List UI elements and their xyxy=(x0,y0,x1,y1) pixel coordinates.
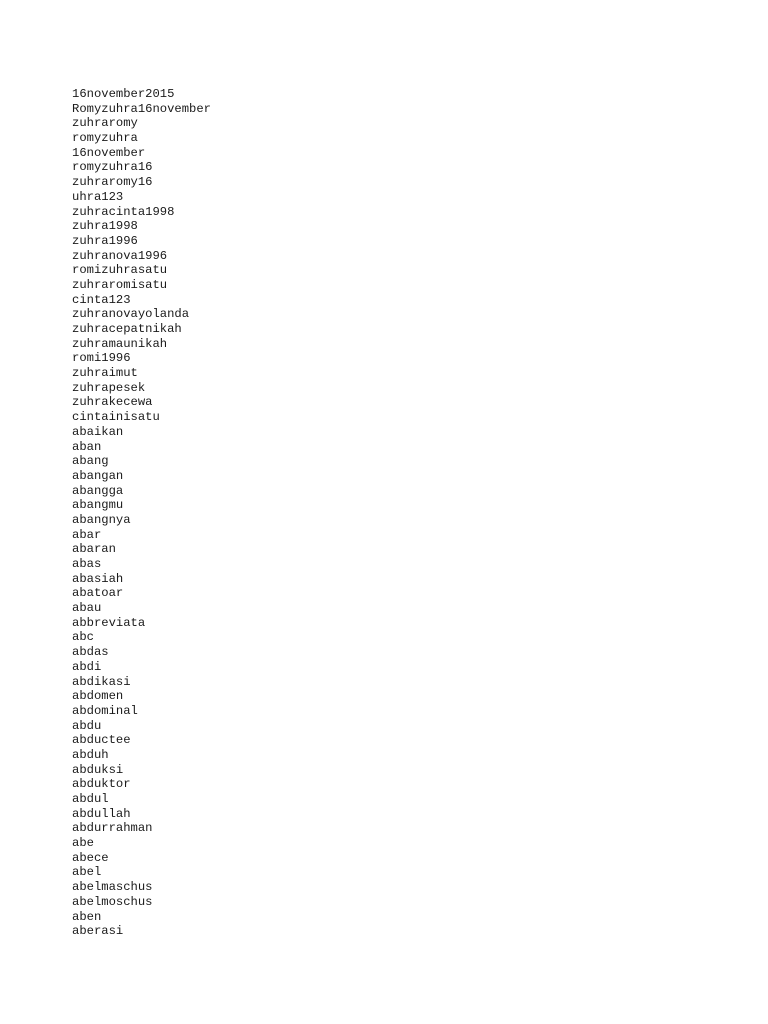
list-item: 16november xyxy=(72,145,146,160)
list-item: zuhranovayolanda xyxy=(72,307,190,322)
list-item: zuhracepatnikah xyxy=(72,322,182,336)
list-item: abau xyxy=(72,601,102,616)
list-item: abdu xyxy=(72,718,102,733)
list-item: abar xyxy=(72,527,102,542)
list-item: abasiah xyxy=(72,571,124,586)
list-item: abelmaschus xyxy=(72,880,153,895)
list-item: 16november2015 xyxy=(72,87,175,101)
list-item: aben xyxy=(72,909,102,924)
word-list xyxy=(72,87,211,939)
list-item: abdas xyxy=(72,645,109,660)
list-item: abdikasi xyxy=(72,674,131,689)
list-item: abe xyxy=(72,836,94,851)
list-item: abangan xyxy=(72,468,124,483)
list-item: abangnya xyxy=(72,512,131,527)
list-item: romizuhrasatu xyxy=(72,263,168,278)
list-item: cintainisatu xyxy=(72,410,160,425)
list-item: zuhracinta1998 xyxy=(72,204,175,219)
list-item: abatoar xyxy=(72,586,124,601)
list-item: abang xyxy=(72,454,109,469)
list-item: abece xyxy=(72,850,109,865)
list-item: romyzuhra16 xyxy=(72,160,153,175)
list-item: aban xyxy=(72,439,102,454)
list-item: abdomen xyxy=(72,689,124,704)
list-item: abduh xyxy=(72,747,109,762)
list-item: abangmu xyxy=(72,498,124,513)
list-item: zuhrakecewa xyxy=(72,395,153,410)
list-item: abdominal xyxy=(72,703,138,718)
list-item: abdullah xyxy=(72,806,131,821)
list-item: cinta123 xyxy=(72,292,131,307)
list-item: aberasi xyxy=(72,924,124,939)
list-item: Romyzuhra16november xyxy=(72,101,211,116)
list-item: abc xyxy=(72,630,94,645)
list-item: abangga xyxy=(72,483,124,498)
list-item: abaran xyxy=(72,542,116,557)
list-item: abelmoschus xyxy=(72,894,153,909)
list-item: abduktor xyxy=(72,777,131,792)
list-item: abas xyxy=(72,557,102,571)
list-item: zuhra1998 xyxy=(72,219,138,234)
list-item: abduksi xyxy=(72,762,124,777)
list-item: romyzuhra xyxy=(72,131,138,146)
list-item: zuhraromy xyxy=(72,116,138,131)
list-item: abdul xyxy=(72,792,109,806)
list-item: zuhranova1996 xyxy=(72,248,168,263)
list-item: zuhramaunikah xyxy=(72,336,168,351)
list-item: zuhrapesek xyxy=(72,380,146,395)
list-item: abaikan xyxy=(72,424,124,439)
list-item: zuhraromisatu xyxy=(72,277,168,292)
list-item: abdi xyxy=(72,659,102,674)
list-item: zuhraimut xyxy=(72,366,138,381)
list-item: zuhraromy16 xyxy=(72,175,153,190)
list-item: zuhra1996 xyxy=(72,233,138,248)
list-item: uhra123 xyxy=(72,189,124,204)
list-item: abbreviata xyxy=(72,615,146,630)
list-item: abdurrahman xyxy=(72,821,153,836)
list-item: abel xyxy=(72,865,102,880)
list-item: abductee xyxy=(72,733,131,748)
list-item: romi1996 xyxy=(72,351,131,366)
